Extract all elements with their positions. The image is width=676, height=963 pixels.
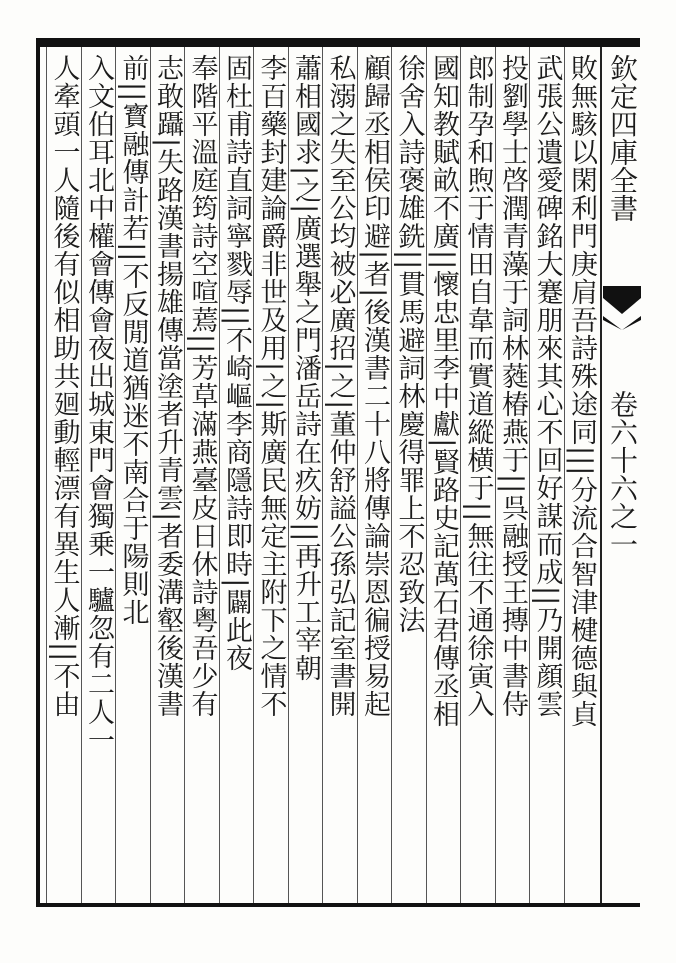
column-rule [81,47,82,903]
column-rule [253,47,254,903]
page-frame-top [36,38,640,47]
page-frame-left [36,44,40,906]
text-column: 人牽頭一人隨後有似相助共廻動輕漂有異生人漸||不由 [48,54,80,719]
text-column: 武張公遺愛碑銘大蹇朋來其心不回好謀而成||乃開顔雲 [531,54,563,719]
column-rule [184,47,185,903]
fishtail-mark [603,286,641,330]
column-rule [115,47,116,903]
column-rule [219,47,220,903]
text-column: 徐舍入詩褒雄銑||貫馬避詞林慶得罪上不忍致法 [393,54,425,635]
column-rule [426,47,427,903]
text-column: 奉階平溫庭筠詩空喧蔫||芳草滿燕臺皮日休詩粤吾少有 [186,54,218,719]
margin-book-title: 欽定四庫全書 [606,54,639,222]
text-column: 志敢躡|失路漢書揚雄傳當塗者升青雲|者委溝壑後漢書 [152,54,183,719]
text-column: 敗無駭以閑利門庚肩吾詩殊途同|||分流合智津楗德與貞 [566,54,597,729]
text-column: 入文伯耳北中權會傳會夜出城東門會獨乗一驢忽有二人一 [83,54,114,754]
column-rule [46,47,47,903]
page-frame-bottom [36,903,640,907]
text-column: 固杜甫詩直詞寧戮辱||不崎嶇李商隱詩即時|闢此夜 [221,54,252,673]
text-column: 國知教賦畝不廣||懷忠里李中獻|賢路史記萬石君傳丞相 [428,54,459,729]
column-rule [288,47,289,903]
column-rule [460,47,461,903]
text-column: 私溺之失至公均被必廣招|之|董仲舒謚公孫弘記室書開 [324,54,356,719]
text-column: 蕭相國求|之|廣選舉之門潘岳詩在疚妨||再升工宰朝 [290,54,321,683]
text-column: 顧歸丞相侯印避|者|後漢書二十八將傳論崇恩徧授易起 [359,54,390,719]
column-rule [150,47,151,903]
text-column: 李百藥封建論爵非世及用|之|斯廣民無定主附下之情不 [255,54,287,719]
column-rule [529,47,530,903]
column-rule [495,47,496,903]
column-rule [391,47,392,903]
text-column: 前||寳融傳計若||不反閒道猶迷不南合于陽則北 [117,54,149,627]
text-column: 投劉學士啓潤青藻于詞林蕤椿燕于||呉融授王摶中書侍 [497,54,528,719]
column-rule [322,47,323,903]
column-rule [357,47,358,903]
text-column: 郎制孕和煦于情田自韋而實道縱横于||無往不通徐寅入 [462,54,494,719]
column-rule [564,47,565,903]
margin-volume: 卷六十六之一 [606,390,639,558]
